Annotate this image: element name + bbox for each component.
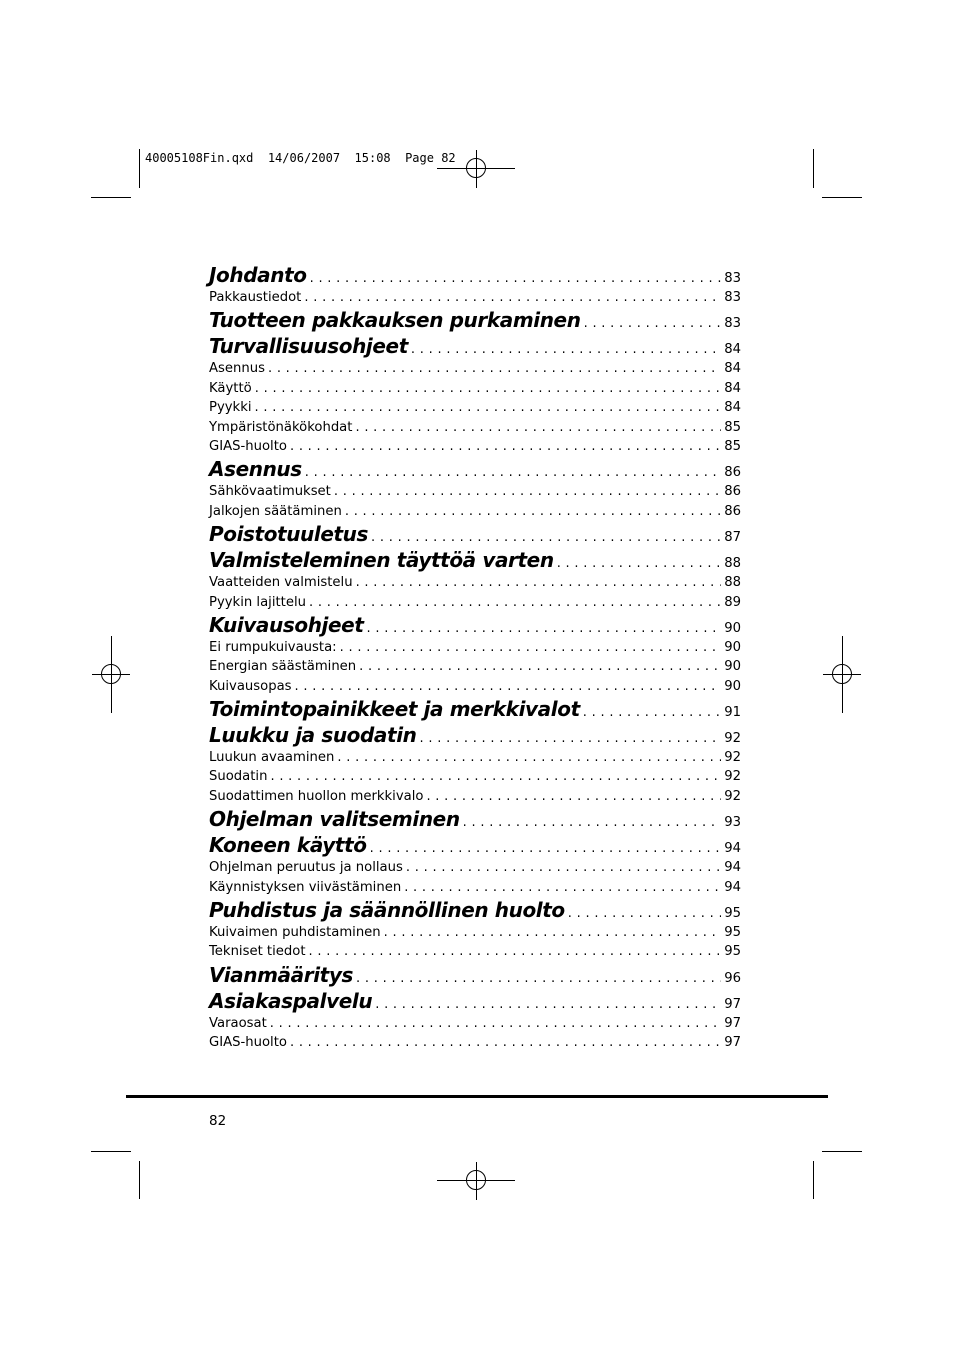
toc-subentry	[209, 593, 741, 612]
toc-section-entry	[209, 307, 741, 333]
toc-entry-title: Jalkojen säätäminen	[209, 503, 342, 519]
toc-entry-title: Kuivausohjeet	[209, 612, 364, 637]
toc-section-entry	[209, 806, 741, 832]
dot-leader	[309, 942, 722, 961]
dot-leader	[404, 878, 721, 897]
toc-entry-title: Ympäristönäkökohdat	[209, 419, 353, 435]
toc-subentry	[209, 418, 741, 437]
toc-section-entry	[209, 456, 741, 482]
dot-leader	[290, 437, 721, 456]
toc-entry-title: Koneen käyttö	[209, 833, 367, 858]
toc-section-entry	[209, 897, 741, 923]
dot-leader	[304, 288, 721, 307]
toc-subentry	[209, 677, 741, 696]
dot-leader	[426, 787, 721, 806]
dot-leader	[255, 379, 722, 398]
toc-entry-page: 83	[724, 271, 741, 286]
toc-entry-title: GIAS-huolto	[209, 438, 287, 454]
toc-subentry	[209, 767, 741, 786]
toc-entry-page: 92	[724, 769, 741, 785]
dot-leader	[356, 966, 721, 992]
toc-entry-title: Energian säästäminen	[209, 659, 357, 675]
toc-entry-title: Vianmääritys	[209, 962, 353, 987]
toc-entry-title: Asennus	[209, 361, 265, 377]
toc-entry-page: 86	[724, 484, 741, 500]
toc-entry-page: 84	[724, 380, 741, 396]
toc-entry-title: Valmisteleminen täyttöä varten	[209, 548, 554, 573]
toc-entry-title: Käynnistyksen viivästäminen	[209, 879, 402, 895]
toc-entry-page: 94	[724, 841, 741, 857]
toc-entry-title: Puhdistus ja säännöllinen huolto	[209, 898, 565, 923]
footer-rule	[126, 1095, 828, 1098]
toc-subentry	[209, 923, 741, 942]
toc-entry-page: 94	[724, 860, 741, 876]
toc-entry-title: Johdanto	[209, 263, 307, 287]
toc-entry-page: 89	[724, 594, 741, 610]
dot-leader	[334, 482, 721, 501]
toc-subentry	[209, 1014, 741, 1033]
dot-leader	[356, 573, 722, 592]
dot-leader	[583, 700, 721, 726]
toc-entry-page: 97	[724, 1015, 741, 1031]
toc-entry-page: 86	[724, 503, 741, 519]
toc-subentry	[209, 482, 741, 501]
toc-entry-title: Ohjelman peruutus ja nollaus	[209, 860, 403, 876]
toc-entry-title: Kuivausopas	[209, 678, 292, 694]
dot-leader	[371, 525, 721, 551]
toc-subentry	[209, 657, 741, 676]
toc-entry-page: 90	[724, 620, 741, 636]
dot-leader	[337, 748, 721, 767]
toc-entry-page: 90	[724, 678, 741, 694]
dot-leader	[355, 418, 721, 437]
toc-entry-title: Tekniset tiedot	[209, 944, 306, 960]
dot-leader	[359, 657, 721, 676]
dot-leader	[406, 858, 721, 877]
toc-subentry	[209, 398, 741, 417]
toc-subentry	[209, 878, 741, 897]
dot-leader	[384, 923, 722, 942]
toc-subentry	[209, 502, 741, 521]
toc-section-entry	[209, 696, 741, 722]
dot-leader	[295, 677, 722, 696]
toc-subentry	[209, 638, 741, 657]
toc-subentry	[209, 437, 741, 456]
toc-entry-title: GIAS-huolto	[209, 1035, 287, 1051]
toc-section-entry	[209, 962, 741, 988]
toc-entry-page: 88	[724, 556, 741, 572]
slug-line: 40005108Fin.qxd 14/06/2007 15:08 Page 82	[145, 151, 456, 165]
toc-entry-title: Sähkövaatimukset	[209, 484, 331, 500]
toc-entry-title: Kuivaimen puhdistaminen	[209, 925, 381, 941]
toc-subentry	[209, 787, 741, 806]
toc-entry-page: 93	[724, 815, 741, 831]
toc-entry-page: 92	[724, 750, 741, 766]
toc-entry-page: 85	[724, 438, 741, 454]
toc-subentry	[209, 748, 741, 767]
toc-entry-page: 85	[724, 419, 741, 435]
toc-entry-page: 95	[724, 906, 741, 922]
toc-entry-title: Ei rumpukuivausta:	[209, 639, 337, 655]
toc-entry-page: 95	[724, 944, 741, 960]
page-number: 82	[209, 1113, 227, 1129]
dot-leader	[270, 1014, 721, 1033]
toc-subentry	[209, 942, 741, 961]
toc-entry-page: 96	[724, 970, 741, 986]
toc-subentry	[209, 288, 741, 307]
toc-entry-page: 94	[724, 879, 741, 895]
dot-leader	[255, 398, 722, 417]
toc-entry-title: Varaosat	[209, 1015, 267, 1031]
toc-subentry	[209, 858, 741, 877]
dot-leader	[290, 1033, 721, 1052]
toc-entry-title: Käyttö	[209, 380, 252, 396]
toc-entry-title: Tuotteen pakkauksen purkaminen	[209, 308, 581, 333]
toc-section-entry	[209, 521, 741, 547]
toc-entry-page: 87	[724, 530, 741, 546]
toc-entry-title: Vaatteiden valmistelu	[209, 575, 353, 591]
toc-subentry	[209, 1033, 741, 1052]
toc-entry-title: Suodatin	[209, 769, 268, 785]
toc-entry-title: Pakkaustiedot	[209, 290, 302, 305]
toc-subentry	[209, 573, 741, 592]
toc-entry-page: 97	[724, 996, 741, 1012]
toc-entry-title: Ohjelman valitseminen	[209, 807, 460, 832]
table-of-contents	[209, 262, 741, 1053]
toc-entry-page: 84	[724, 361, 741, 377]
toc-entry-title: Pyykki	[209, 400, 252, 416]
toc-section-entry	[209, 262, 741, 288]
toc-entry-page: 84	[724, 400, 741, 416]
toc-subentry	[209, 379, 741, 398]
dot-leader	[340, 638, 722, 657]
toc-entry-page: 95	[724, 925, 741, 941]
dot-leader	[345, 502, 721, 521]
toc-section-entry	[209, 612, 741, 638]
toc-entry-page: 91	[724, 705, 741, 721]
toc-entry-title: Toimintopainikkeet ja merkkivalot	[209, 697, 580, 722]
toc-entry-page: 88	[724, 575, 741, 591]
dot-leader	[463, 810, 722, 836]
toc-entry-page: 97	[724, 1035, 741, 1051]
toc-entry-title: Luukku ja suodatin	[209, 723, 417, 748]
toc-entry-title: Asennus	[209, 457, 302, 482]
toc-entry-page: 86	[724, 465, 741, 481]
toc-entry-title: Poistotuuletus	[209, 522, 369, 547]
toc-entry-page: 92	[724, 731, 741, 747]
toc-entry-title: Turvallisuusohjeet	[209, 334, 408, 359]
toc-entry-page: 83	[724, 290, 741, 305]
toc-entry-page: 92	[724, 788, 741, 804]
toc-entry-page: 84	[724, 342, 741, 358]
toc-entry-page: 83	[724, 316, 741, 332]
toc-entry-page: 90	[724, 659, 741, 675]
toc-entry-title: Asiakaspalvelu	[209, 988, 373, 1013]
dot-leader	[584, 311, 722, 337]
toc-entry-title: Suodattimen huollon merkkivalo	[209, 788, 424, 804]
toc-entry-title: Luukun avaaminen	[209, 750, 335, 766]
dot-leader	[268, 359, 721, 378]
dot-leader	[309, 593, 721, 612]
toc-entry-title: Pyykin lajittelu	[209, 594, 306, 610]
toc-entry-page: 90	[724, 639, 741, 655]
toc-subentry	[209, 359, 741, 378]
dot-leader	[270, 767, 721, 786]
